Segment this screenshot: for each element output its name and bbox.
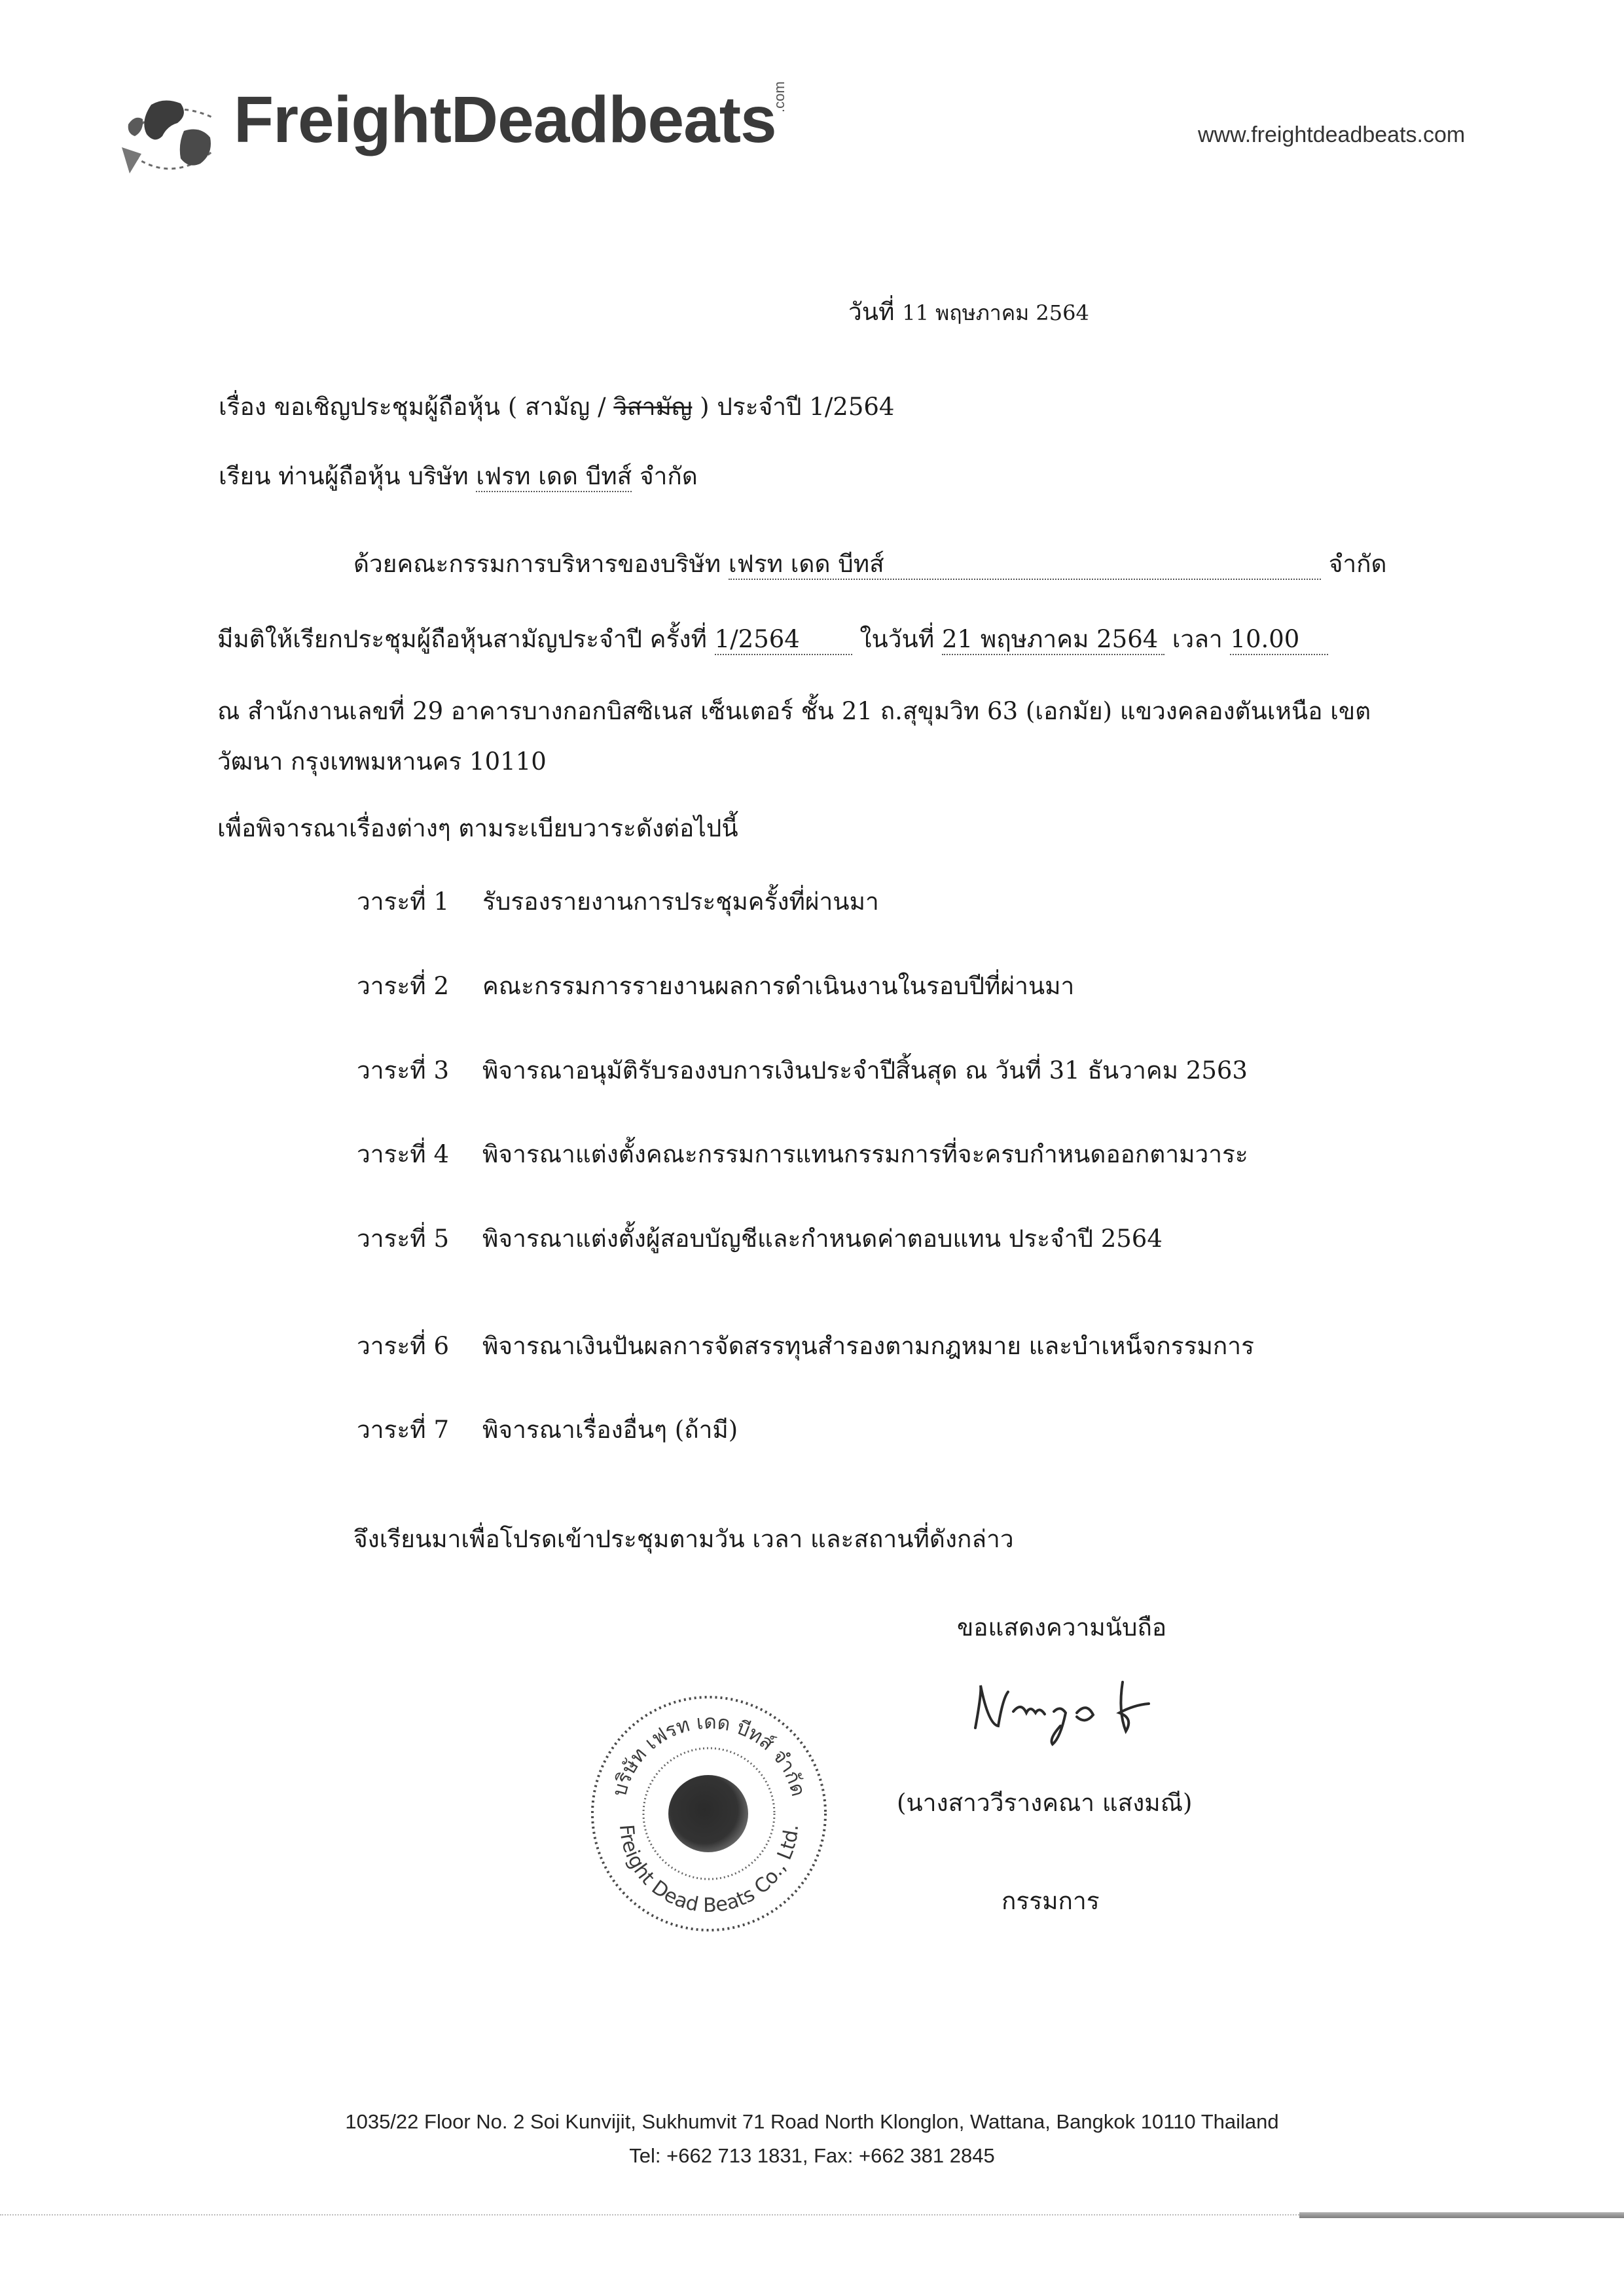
signer-title: กรรมการ xyxy=(1001,1887,1100,1915)
para2-text-b: ในวันที่ xyxy=(859,625,935,653)
para2-text-c: เวลา xyxy=(1172,625,1223,653)
svg-text:Freight Dead Beats Co., Ltd.: Freight Dead Beats Co., Ltd. xyxy=(614,1823,804,1918)
recipient-label: เรียน xyxy=(219,462,271,490)
agenda-item-text: พิจารณาเรื่องอื่นๆ (ถ้ามี) xyxy=(482,1416,738,1444)
agenda-item-text: รับรองรายงานการประชุมครั้งที่ผ่านมา xyxy=(482,888,879,916)
meeting-address-line-1: ณ สำนักงานเลขที่ 29 อาคารบางกอกบิสซิเนส เซ็นเตอร์ ชั้น 21 ถ.สุขุมวิท 63 (เอกมัย) แขวงคลองตันเหนือ เขต xyxy=(217,697,1371,725)
recipient-line xyxy=(219,462,698,492)
para1-prefix: ด้วยคณะกรรมการบริหารของบริษัท xyxy=(353,550,721,578)
subject-struck-option: วิสามัญ xyxy=(613,393,693,421)
paragraph-1 xyxy=(353,550,1414,580)
agenda-item-number: วาระที่ 1 xyxy=(357,888,449,916)
agenda-item-number: วาระที่ 2 xyxy=(357,972,449,1000)
para2-text-a: มีมติให้เรียกประชุมผู้ถือหุ้นสามัญประจำปี ครั้งที่ xyxy=(217,625,707,653)
meeting-time: 10.00 xyxy=(1230,625,1328,655)
agenda-item-text: พิจารณาแต่งตั้งคณะกรรมการแทนกรรมการที่จะครบกำหนดออกตามวาระ xyxy=(482,1140,1248,1168)
recipient-prefix: ท่านผู้ถือหุ้น บริษัท xyxy=(278,462,469,490)
agenda-item-number: วาระที่ 3 xyxy=(357,1056,449,1085)
agenda-item-number: วาระที่ 7 xyxy=(357,1416,449,1444)
recipient-suffix: จำกัด xyxy=(639,462,698,490)
footer-address: 1035/22 Floor No. 2 Soi Kunvijit, Sukhumvit 71 Road North Klonglon, Wattana, Bangkok 10110 Thailand xyxy=(345,2110,1279,2133)
regards: ขอแสดงความนับถือ xyxy=(957,1613,1167,1641)
para1-suffix: จำกัด xyxy=(1328,550,1387,578)
brand-suffix: .com xyxy=(771,81,787,113)
date-line xyxy=(848,298,1089,327)
date-value: 11 พฤษภาคม 2564 xyxy=(902,300,1089,325)
seal-emblem-icon xyxy=(668,1775,748,1852)
agenda-item-number: วาระที่ 5 xyxy=(357,1225,449,1253)
agenda-item-text: พิจารณาแต่งตั้งผู้สอบบัญชีและกำหนดค่าตอบแทน ประจำปี 2564 xyxy=(482,1225,1163,1253)
subject-label: เรื่อง xyxy=(219,393,266,421)
agenda-item-number: วาระที่ 4 xyxy=(357,1140,449,1168)
subject-prefix: ขอเชิญประชุมผู้ถือหุ้น ( สามัญ / xyxy=(274,393,606,421)
handwritten-signature xyxy=(962,1666,1185,1764)
website-link[interactable]: www.freightdeadbeats.com xyxy=(1198,122,1466,147)
globe-logo-icon xyxy=(115,85,226,183)
closing-sentence: จึงเรียนมาเพื่อโปรดเข้าประชุมตามวัน เวลา และสถานที่ดังกล่าว xyxy=(353,1525,1014,1553)
signer-name: (นางสาววีรางคณา แสงมณี) xyxy=(897,1789,1193,1817)
footer-contact: Tel: +662 713 1831, Fax: +662 381 2845 xyxy=(629,2144,995,2167)
paragraph-2 xyxy=(217,625,1328,655)
date-label: วันที่ xyxy=(848,298,895,326)
meeting-number: 1/2564 xyxy=(715,625,852,655)
recipient-company: เฟรท เดด บีทส์ xyxy=(476,462,632,492)
scan-artifact-bar xyxy=(1299,2212,1624,2218)
agenda-intro: เพื่อพิจารณาเรื่องต่างๆ ตามระเบียบวาระดังต่อไปนี้ xyxy=(217,814,738,842)
agenda-item-text: พิจารณาอนุมัติรับรองงบการเงินประจำปีสิ้นสุด ณ วันที่ 31 ธันวาคม 2563 xyxy=(482,1056,1248,1085)
agenda-item-number: วาระที่ 6 xyxy=(357,1332,449,1360)
svg-text:บริษัท เฟรท เดด บีทส์ จำกัด: บริษัท เฟรท เดด บีทส์ จำกัด xyxy=(607,1710,810,1799)
subject-suffix: ) ประจำปี 1/2564 xyxy=(700,393,895,421)
brand-name: FreightDeadbeats xyxy=(234,83,776,156)
para1-company: เฟรท เดด บีทส์ xyxy=(729,550,1321,580)
agenda-item-text: คณะกรรมการรายงานผลการดำเนินงานในรอบปีที่ผ่านมา xyxy=(482,972,1075,1000)
agenda-item-text: พิจารณาเงินปันผลการจัดสรรทุนสำรองตามกฎหมาย และบำเหน็จกรรมการ xyxy=(482,1332,1254,1360)
subject-line xyxy=(219,393,894,422)
meeting-date: 21 พฤษภาคม 2564 xyxy=(942,625,1164,655)
meeting-address-line-2: วัฒนา กรุงเทพมหานคร 10110 xyxy=(217,747,547,776)
